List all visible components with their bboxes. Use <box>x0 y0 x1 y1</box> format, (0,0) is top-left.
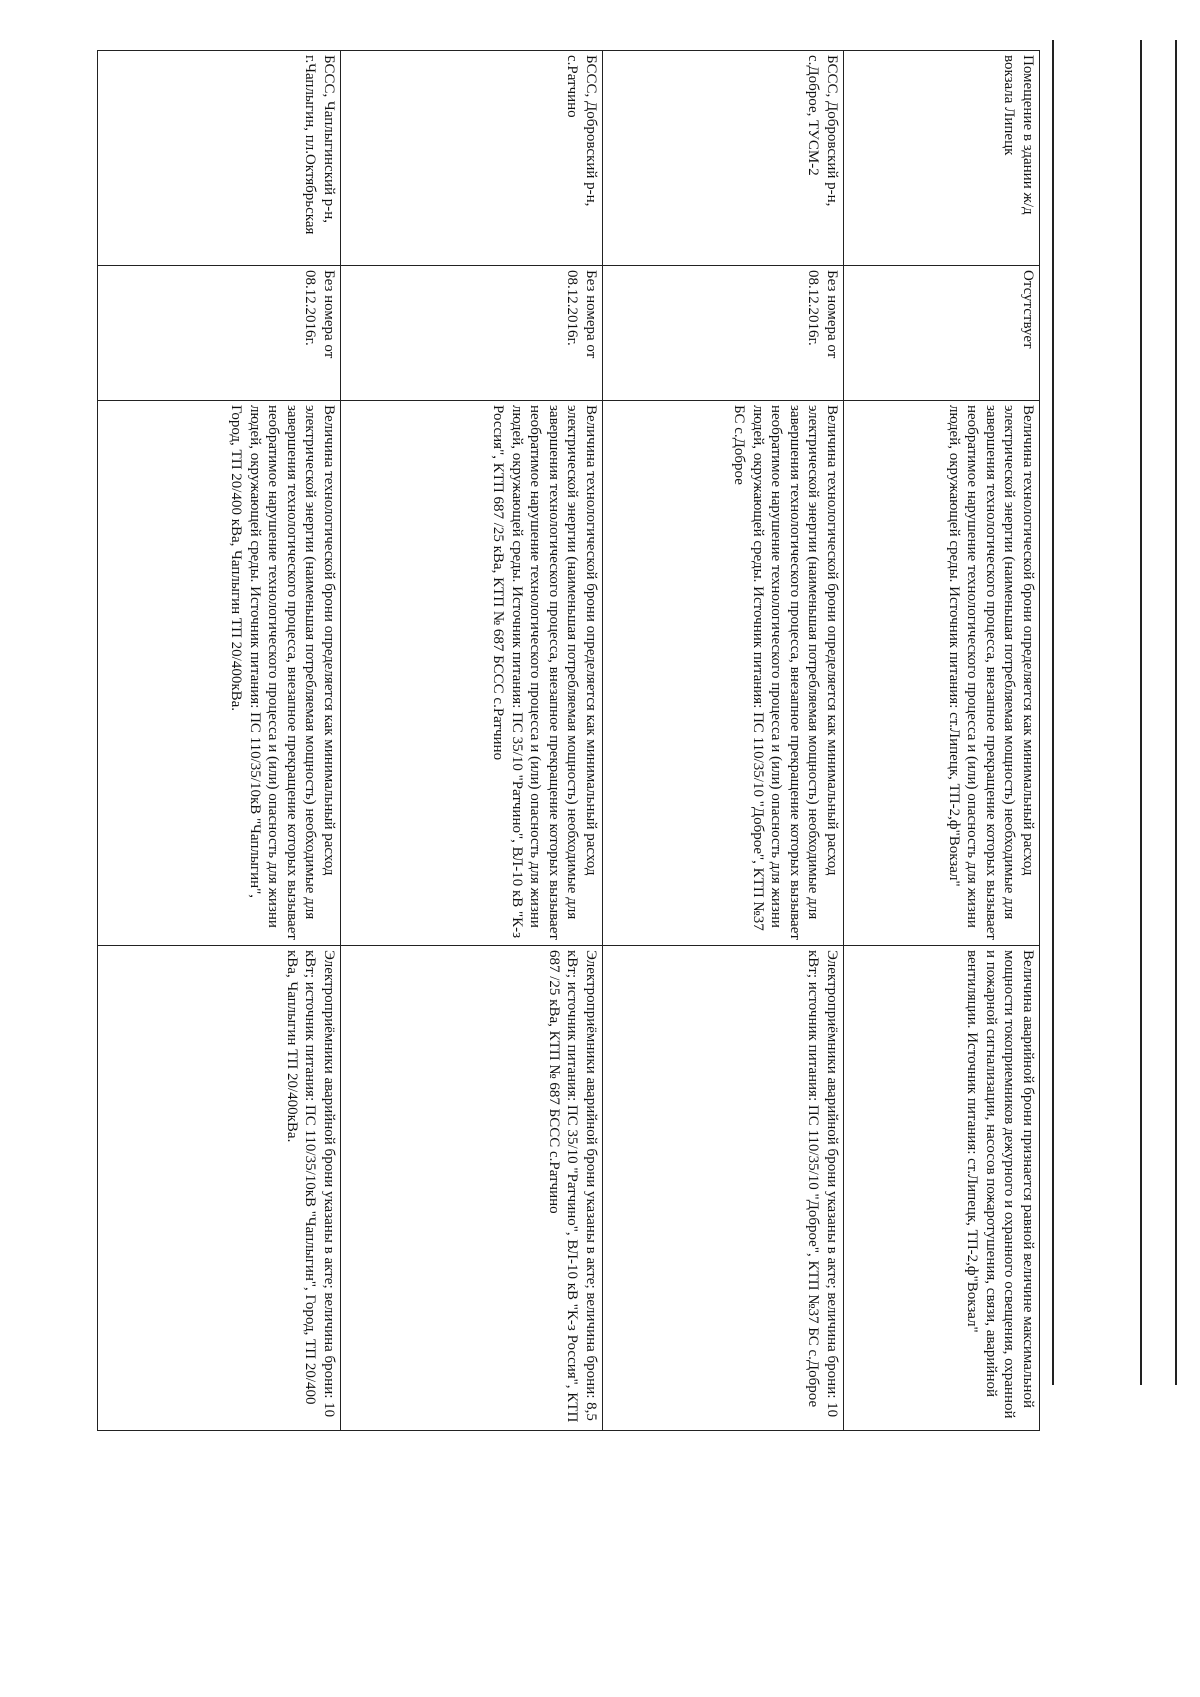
tech-reserve-cell: Величина технологической брони определяется как минимальный расход электрической энергии (наименьшая потребляемая мощность) необходимые для завершения технологического процесса, внезапное прекращение которых вызывает необратимое нарушение технологического процесса и (или) опасность для жизни людей, окружающей среды. Источник питания: ПС 110/35/10кВ "Чаплыгин", Город, ТП 20/400 кВа, Чаплыгин ТП 20/400кВа. <box>98 401 341 946</box>
location-cell: БССС, Добровский р-н, с.Ратчино <box>341 51 603 266</box>
act-cell: Без номера от 08.12.2016г. <box>603 266 844 401</box>
tech-reserve-cell: Величина технологической брони определяется как минимальный расход электрической энергии (наименьшая потребляемая мощность) необходимые для завершения технологического процесса, внезапное прекращение которых вызывает необратимое нарушение технологического процесса и (или) опасность для жизни людей, окружающей среды. Источник питания: ПС 35/10 "Ратчино", ВЛ-10 кВ "К-з Россия", КТП 687 /25 кВа, КТП № 687 БССС с.Ратчино <box>341 401 603 946</box>
table-row <box>844 51 1040 1431</box>
emergency-reserve-cell: Электроприёмники аварийной брони указаны в акте; величина брони: 10 кВт; источник питания: ПС 110/35/10кВ "Чаплыгин", Город, ТП 20/400 кВа, Чаплыгин ТП 20/400кВа. <box>98 946 341 1431</box>
emergency-reserve-cell: Электроприёмники аварийной брони указаны в акте; величина брони: 8,5 кВт; источник питания: ПС 35/10 "Ратчино", ВЛ-10 кВ "К-з Россия", КТП 687 /25 кВа, КТП № 687 БССС с.Ратчино <box>341 946 603 1431</box>
emergency-reserve-cell: Величина аварийной брони признается равной величине максимальной мощности токоприемников дежурного и охранного освещения, охранной и пожарной сигнализации, насосов пожаротушения, связи, аварийной вентиляции. Источник питания: ст.Липецк, ТП-2,ф"Вокзал" <box>844 946 1040 1431</box>
location-cell: БССС, Чаплыгинский р-н, г.Чаплыгин, пл.Октябрьская <box>98 51 341 266</box>
table-row <box>341 51 603 1431</box>
act-cell: Без номера от 08.12.2016г. <box>341 266 603 401</box>
tech-reserve-cell: Величина технологической брони определяется как минимальный расход электрической энергии (наименьшая потребляемая мощность) необходимые для завершения технологического процесса, внезапное прекращение которых вызывает необратимое нарушение технологического процесса и (или) опасность для жизни людей, окружающей среды. Источник питания: ст.Липецк, ТП-2,ф"Вокзал" <box>844 401 1040 946</box>
form-rule-line <box>1175 40 1177 1385</box>
location-cell: БССС, Добровский р-н, с.Доброе, ТУСМ-2 <box>603 51 844 266</box>
act-cell: Без номера от 08.12.2016г. <box>98 266 341 401</box>
table-row <box>98 51 341 1431</box>
location-cell: Помещение в здании ж/д вокзала Липецк <box>844 51 1040 266</box>
form-rule-line <box>1140 40 1142 1385</box>
rotated-table-container <box>40 50 1040 1430</box>
tech-reserve-cell: Величина технологической брони определяется как минимальный расход электрической энергии (наименьшая потребляемая мощность) необходимые для завершения технологического процесса, внезапное прекращение которых вызывает необратимое нарушение технологического процесса и (или) опасность для жизни людей, окружающей среды. Источник питания: ПС 110/35/10 "Доброе", КТП №37 БС с.Доброе <box>603 401 844 946</box>
act-cell: Отсутствует <box>844 266 1040 401</box>
table-row <box>603 51 844 1431</box>
form-rule-line <box>1052 40 1054 1385</box>
reserve-table <box>97 50 1040 1431</box>
emergency-reserve-cell: Электроприёмники аварийной брони указаны в акте; величина брони: 10 кВт; источник питания: ПС 110/35/10 "Доброе", КТП №37 БС с.Доброе <box>603 946 844 1431</box>
